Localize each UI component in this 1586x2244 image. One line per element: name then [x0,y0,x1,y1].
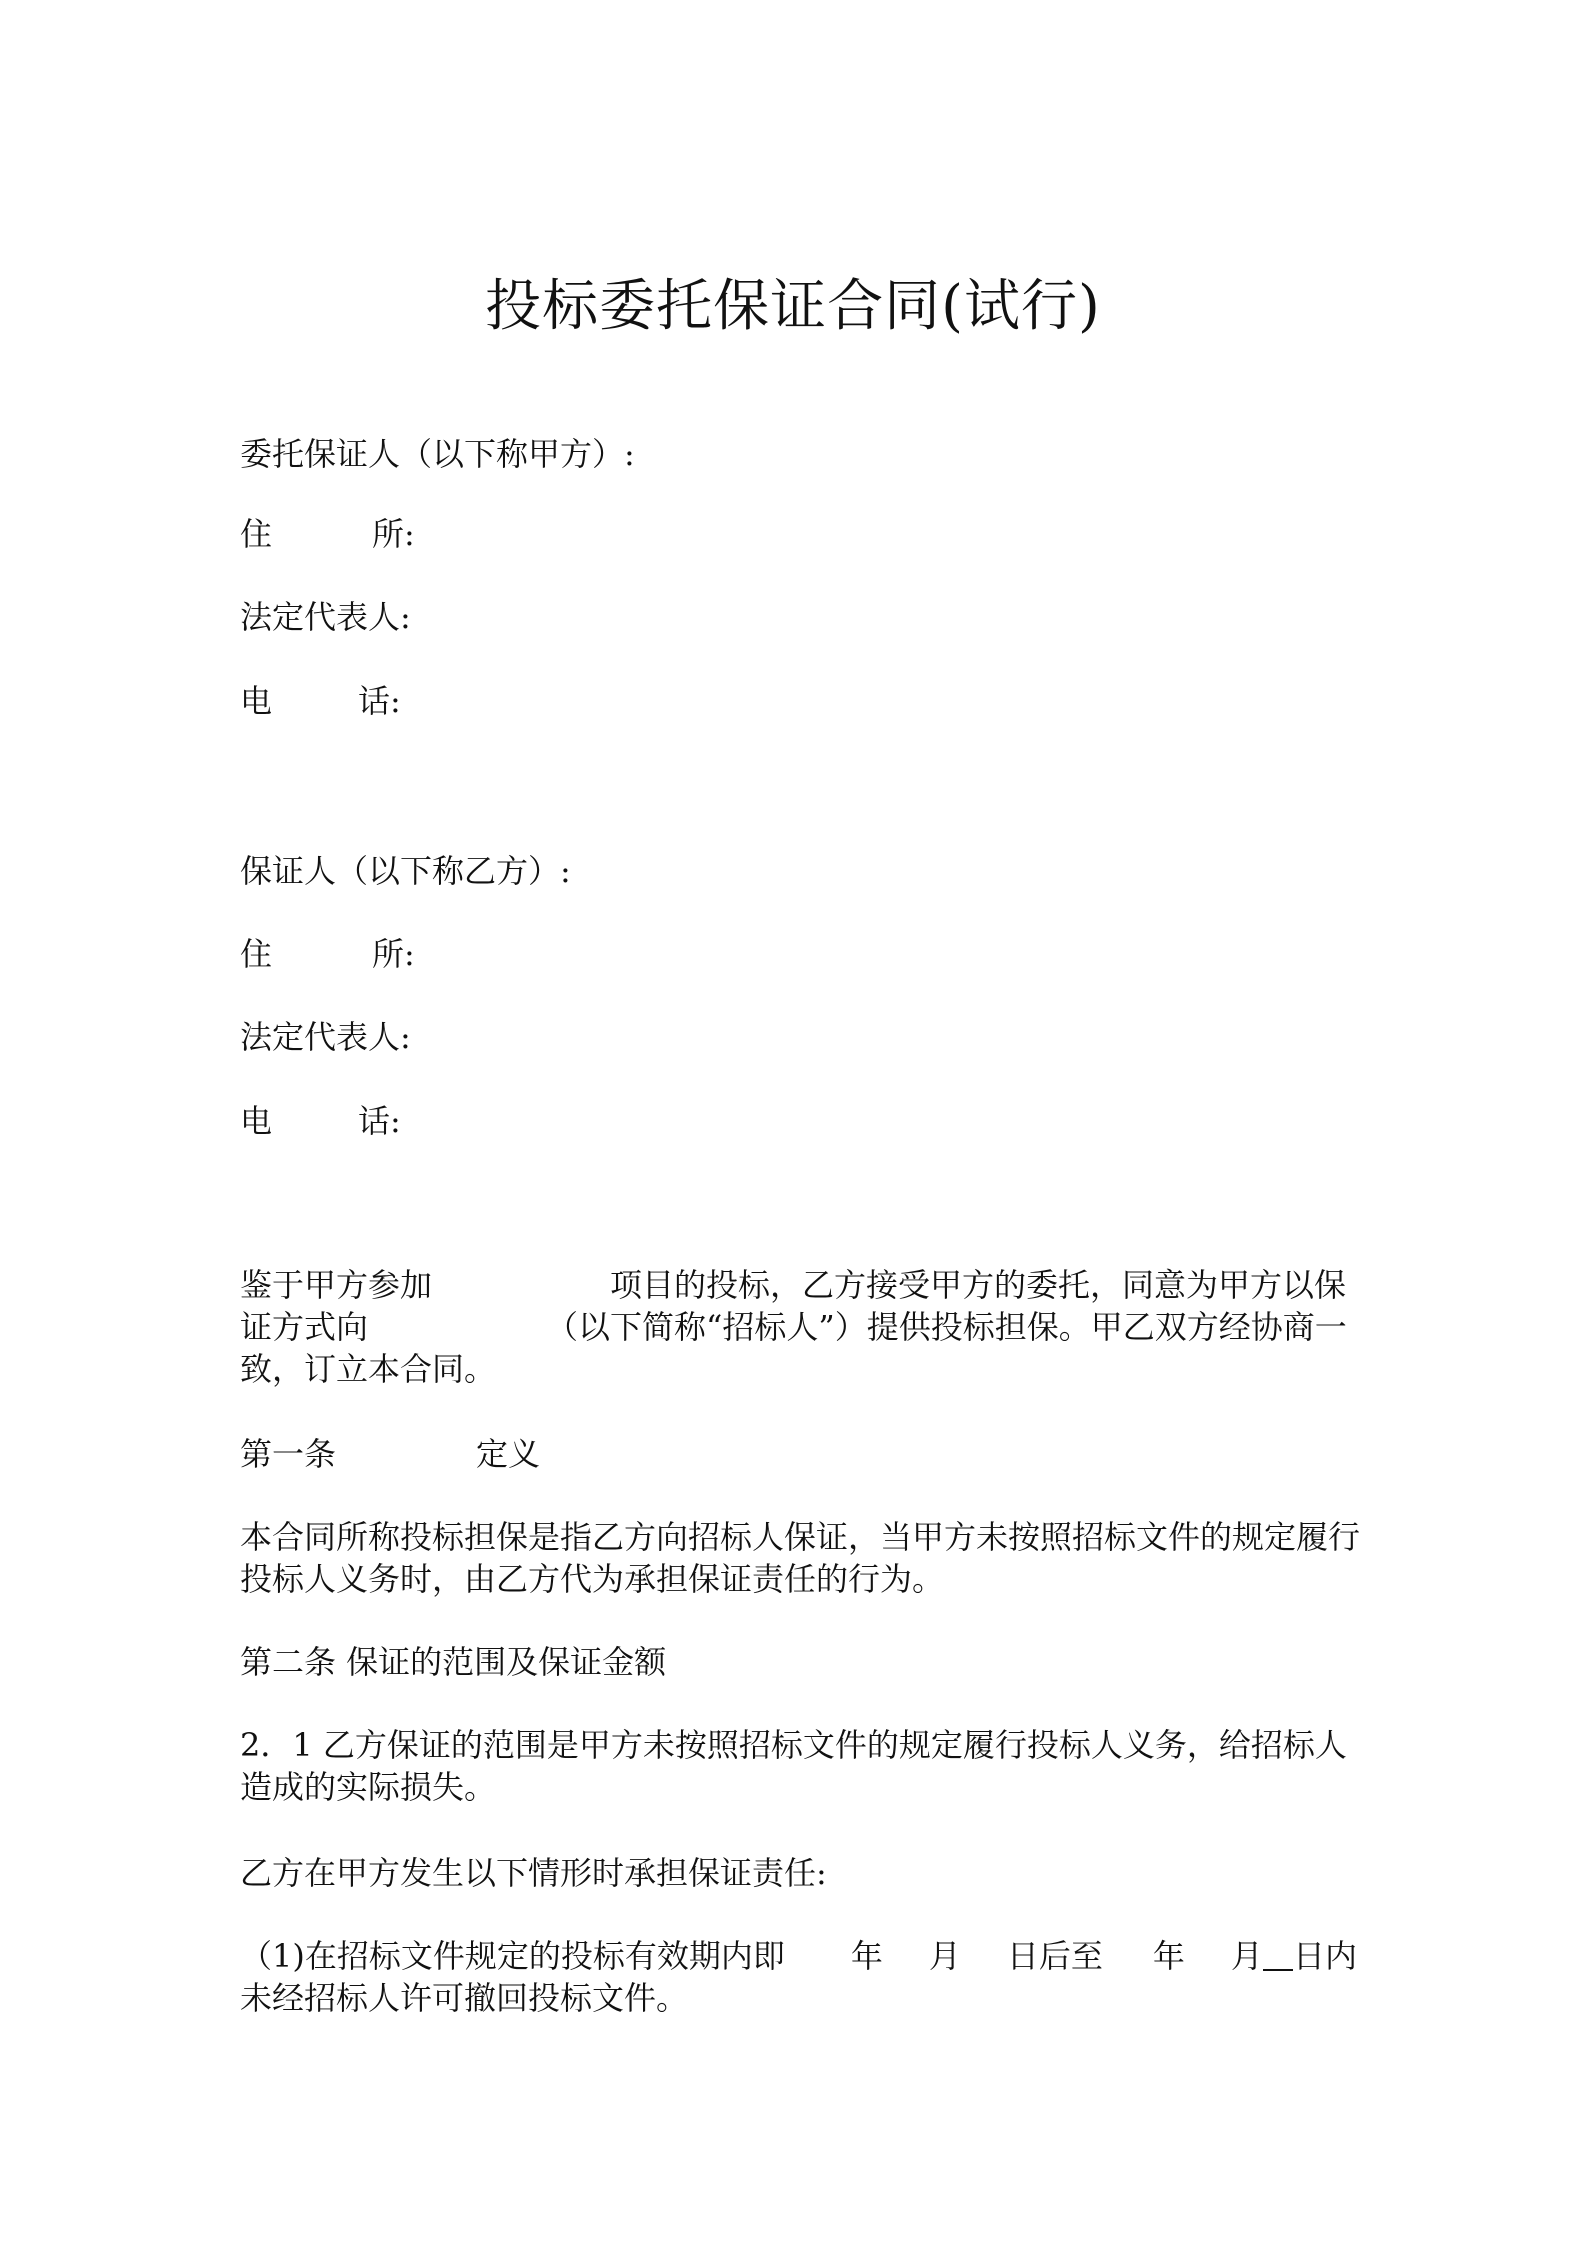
article-label: 第一条 [240,1435,337,1473]
address-label-end: 所: [372,935,415,973]
circumstance-item-1 [240,1935,1357,2019]
article-1-heading [240,1433,540,1475]
item-row [240,1935,1357,1977]
party-b-representative: 法定代表人: [240,1018,411,1056]
preamble-text: （以下简称“招标人”）提供投标担保。甲乙双方经协商一 [546,1308,1347,1346]
phone-label-end: 话: [358,1102,401,1140]
document-title: 投标委托保证合同(试行) [485,274,1101,339]
phone-label-start: 电 [240,682,273,720]
preamble-text: 项目的投标，乙方接受甲方的委托，同意为甲方以保 [610,1266,1347,1304]
day-label: 日后至 [1006,1937,1103,1975]
body-row: 投标人义务时，由乙方代为承担保证责任的行为。 [240,1560,945,1598]
preamble-row: 致，订立本合同。 [240,1350,497,1388]
party-a-phone [240,680,401,722]
year-label: 年 [850,1937,883,1975]
preamble-text: 证方式向 [240,1308,369,1346]
preamble-paragraph [240,1264,1352,1390]
clause-row: 2．1 乙方保证的范围是甲方未按照招标文件的规定履行投标人义务，给招标人 [240,1726,1347,1764]
item-text: （1)在招标文件规定的投标有效期内即 [240,1937,785,1975]
party-a-header: 委托保证人（以下称甲方）: [240,435,635,473]
address-label-end: 所: [372,515,415,553]
month-label: 月 [1230,1937,1263,1975]
party-a-address [240,513,415,555]
party-b-phone [240,1100,401,1142]
item-row: 未经招标人许可撤回投标文件。 [240,1979,689,2017]
party-b-header: 保证人（以下称乙方）: [240,852,571,890]
clause-row: 造成的实际损失。 [240,1768,497,1806]
address-label-start: 住 [240,935,273,973]
phone-label-start: 电 [240,1102,273,1140]
preamble-row [240,1306,1352,1348]
address-label-start: 住 [240,515,273,553]
day-blank [1263,1939,1293,1971]
article-2-heading: 第二条 保证的范围及保证金额 [240,1643,667,1681]
clause-2-1 [240,1724,1352,1808]
preamble-text: 鉴于甲方参加 [240,1266,433,1304]
party-b-address [240,933,415,975]
preamble-row [240,1264,1352,1306]
article-1-body [240,1516,1361,1600]
guarantee-circumstances: 乙方在甲方发生以下情形时承担保证责任: [240,1854,827,1892]
day-label: 日内 [1292,1937,1357,1975]
article-title: 定义 [476,1435,541,1473]
year-label: 年 [1152,1937,1185,1975]
month-label: 月 [928,1937,961,1975]
party-a-representative: 法定代表人: [240,598,411,636]
body-row: 本合同所称投标担保是指乙方向招标人保证，当甲方未按照招标文件的规定履行 [240,1518,1361,1556]
phone-label-end: 话: [358,682,401,720]
